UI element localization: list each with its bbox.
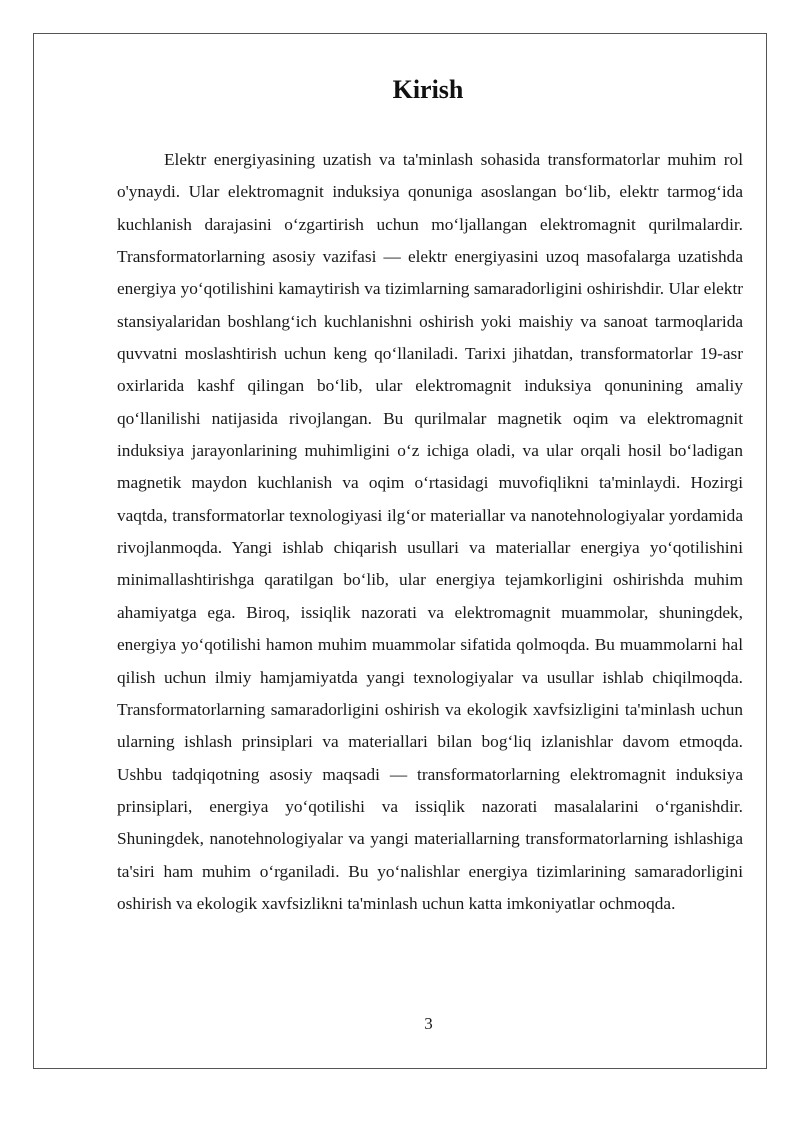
body-paragraph: Elektr energiyasining uzatish va ta'minlash sohasida transformatorlar muhim rol o'ynaydi. Ular elektromagnit induksiya qonuniga asoslangan bo‘lib, elektr tarmog‘ida kuchlanish darajasini o‘zgartirish uchun mo‘ljallangan elektromagnit qurilmalardir. Transformatorlarning asosiy vazifasi — elektr energiyasini uzoq masofalarga uzatishda energiya yo‘qotilishini kamaytirish va tizimlarning samaradorligini oshirishdir. Ular elektr stansiyalaridan boshlang‘ich kuchlanishni oshirish yoki maishiy va sanoat tarmoqlarida quvvatni moslashtirish uchun keng qo‘llaniladi. Tarixi jihatdan, transformatorlar 19-asr oxirlarida kashf qilingan bo‘lib, ular elektromagnit induksiya qonunining amaliy qo‘llanilishi natijasida rivojlangan. Bu qurilmalar magnetik oqim va elektromagnit induksiya jarayonlarining muhimligini o‘z ichiga oladi, va ular orqali hosil bo‘ladigan magnetik maydon kuchlanish va oqim o‘rtasidagi muvofiqlikni ta'minlaydi. Hozirgi vaqtda, transformatorlar texnologiyasi ilg‘or materiallar va nanotehnologiyalar yordamida rivojlanmoqda. Yangi ishlab chiqarish usullari va materiallar energiya yo‘qotilishini minimallashtirishga qaratilgan bo‘lib, ular energiya tejamkorligini oshirishda muhim ahamiyatga ega. Biroq, issiqlik nazorati va elektromagnit muammolar, shuningdek, energiya yo‘qotilishi hamon muhim muammolar sifatida qolmoqda. Bu muammolarni hal qilish uchun ilmiy hamjamiyatda yangi texnologiyalar va usullar ishlab chiqilmoqda. Transformatorlarning samaradorligini oshirish va ekologik xavfsizligini ta'minlash uchun ularning ishlash prinsiplari va materiallari bilan bog‘liq izlanishlar davom etmoqda. Ushbu tadqiqotning asosiy maqsadi — transformatorlarning elektromagnit induksiya prinsiplari, energiya yo‘qotilishi va issiqlik nazorati masalalarini o‘rganishdir. Shuningdek, nanotehnologiyalar va yangi materiallarning transformatorlarning ishlashiga ta'siri ham muhim o‘rganiladi. Bu yo‘nalishlar energiya tizimlarining samaradorligini oshirish va ekologik xavfsizlikni ta'minlash uchun katta imkoniyatlar ochmoqda. (117, 150, 743, 913)
page-number: 3 (424, 1014, 433, 1033)
page-title: Kirish (392, 75, 464, 104)
